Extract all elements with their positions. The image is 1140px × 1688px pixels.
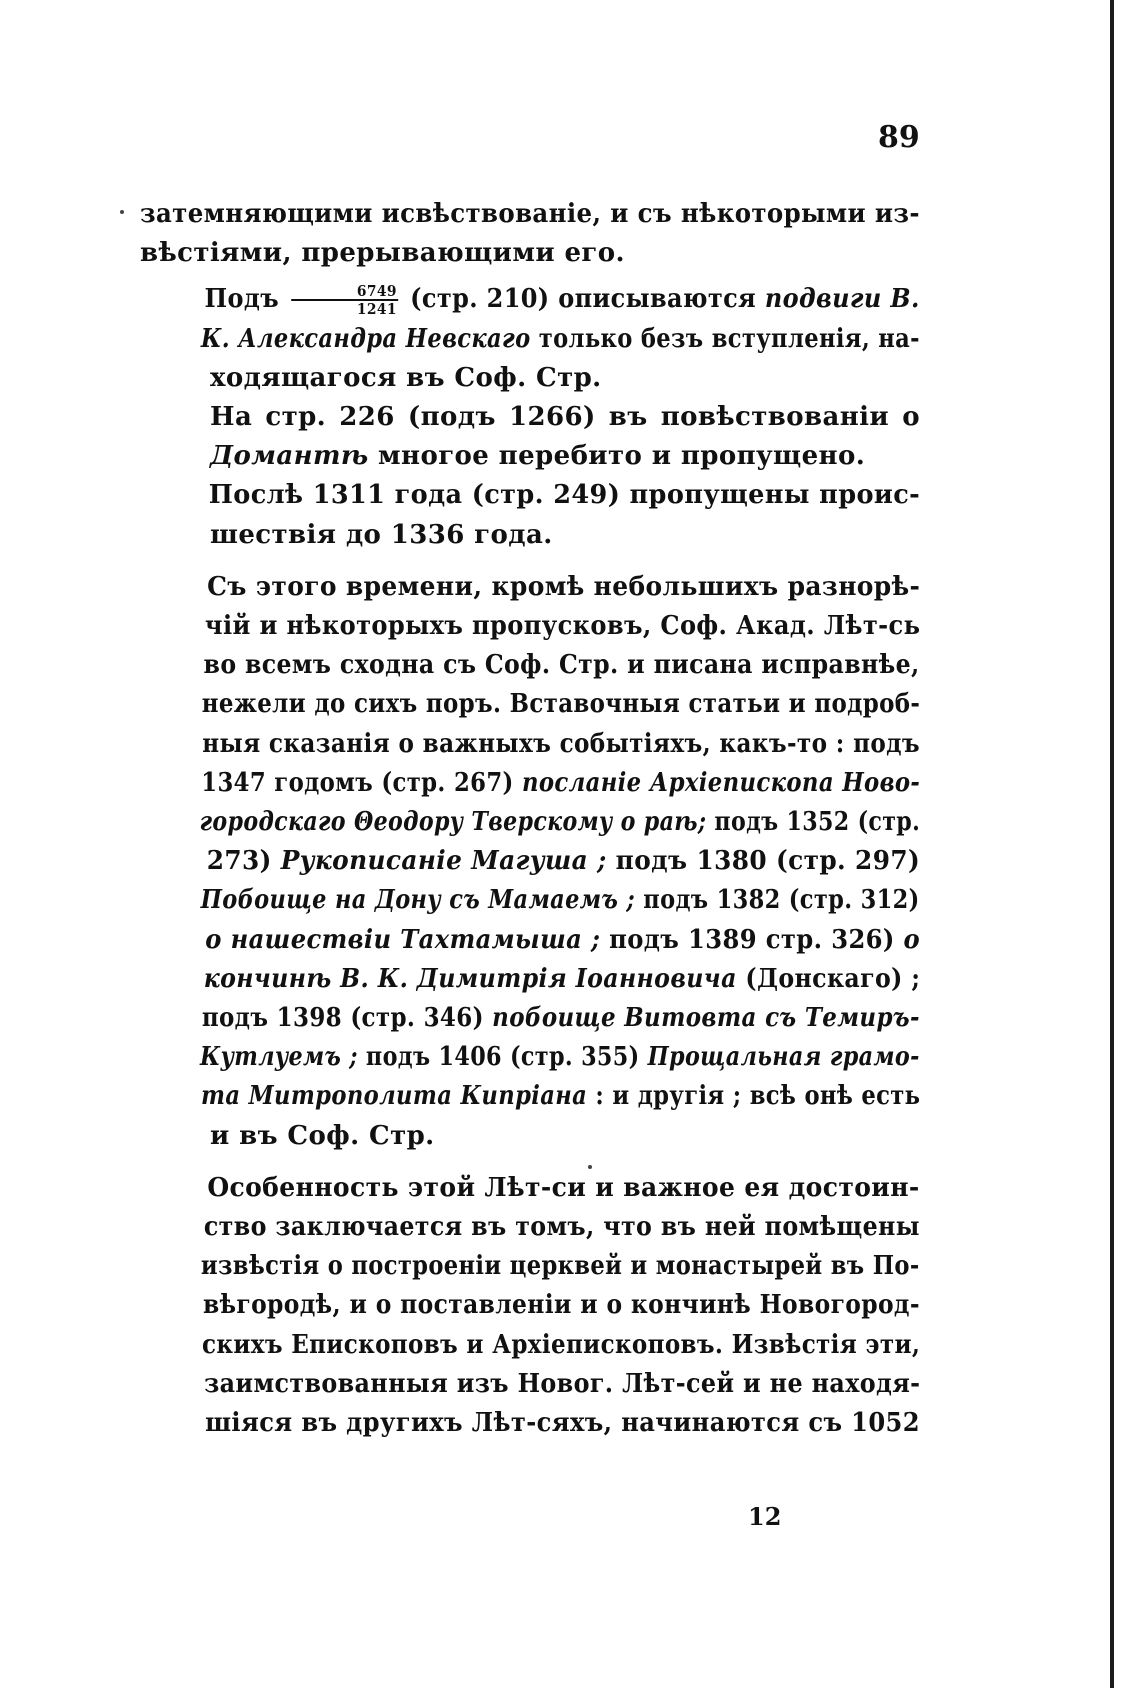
text-line: шіяся въ другихъ Лѣт-сяхъ, начинаются съ 1052 [205, 1408, 920, 1439]
text-line: ство заключается въ томъ, что въ ней помѣщены [203, 1212, 920, 1243]
text-line: извѣстія о построеніи церквей и монастырей въ По- [200, 1251, 920, 1282]
text-line: вѣстіями, прерывающими его. [140, 238, 625, 269]
text-line: Съ этого времени, кромѣ небольшихъ разнорѣ- [207, 571, 921, 602]
text-line: шествія до 1336 года. [210, 519, 553, 550]
text-line: вѣгородѣ, и о поставленіи и о кончинѣ Новогород- [202, 1290, 920, 1321]
year-fraction: $\frac{6749}{1241}$ [291, 283, 397, 317]
text-line: Подъ $\frac{6749}{1241}$ (стр. 210) описываются подвиги В. [204, 282, 920, 319]
text-line: К. Александра Невскаго только безъ вступленія, на- [200, 323, 920, 354]
scan-speck [120, 210, 124, 214]
text-line: городскаго Θеодору Тверскому о раѣ; подъ 1352 (стр. [199, 807, 921, 838]
text-line: кончинѣ В. К. Димитрія Іоанновича (Донскаго) ; [203, 963, 921, 994]
page-edge-border [1110, 0, 1114, 1688]
paragraph-continuation [140, 195, 920, 273]
body-text [140, 195, 920, 1443]
text-line: затемняющими исвѣствованіе, и съ нѣкоторыми из- [140, 199, 920, 229]
text-line: скихъ Епископовъ и Архіепископовъ. Извѣстія эти, [201, 1329, 921, 1360]
text-line: чій и нѣкоторыхъ пропусковъ, Соф. Акад. Лѣт-сь [204, 611, 921, 642]
text-line: На стр. 226 (подъ 1266) въ повѣствованіи о [210, 402, 920, 433]
text-line: 1347 годомъ (стр. 267) посланіе Архіепископа Ново- [201, 767, 921, 798]
text-line: подъ 1398 (стр. 346) побоище Витовта съ Темиръ- [201, 1003, 920, 1034]
text-line: Особенность этой Лѣт-си и важное ея достоин- [207, 1172, 920, 1203]
text-line: заимствованныя изъ Новог. Лѣт-сей и не находя- [204, 1368, 921, 1399]
paragraph-after-1311 [140, 476, 920, 554]
text-line: о нашествіи Тахтамыша ; подъ 1389 стр. 326) о [205, 924, 921, 955]
text-line: нежели до сихъ поръ. Вставочныя статьи и подроб- [201, 689, 921, 720]
page-number: 89 [878, 120, 920, 155]
text-line: та Митрополита Кипріана : и другія ; всѣ онѣ есть [201, 1081, 921, 1112]
text-line: и въ Соф. Стр. [210, 1120, 435, 1151]
text-line: Послѣ 1311 года (стр. 249) пропущены проис- [208, 480, 921, 511]
text-line: во всемъ сходна съ Соф. Стр. и писана исправнѣе, [203, 650, 920, 681]
text-line: ходящагося въ Соф. Стр. [210, 362, 602, 393]
text-line: Побоище на Дону съ Мамаемъ ; подъ 1382 (стр. 312) [200, 885, 920, 916]
paragraph-peculiarity [140, 1169, 920, 1443]
text-line: Кутлуемъ ; подъ 1406 (стр. 355) Прощальная грамо- [200, 1042, 920, 1073]
paragraph-from-this-time [140, 568, 920, 1156]
printer-signature-mark: 12 [748, 1502, 782, 1531]
paragraph-1241 [140, 280, 920, 398]
text-line: 273) Рукописаніе Магуша ; подъ 1380 (стр. 297) [206, 846, 921, 877]
paragraph-page-226 [140, 398, 920, 476]
text-line: Домантѣ многое перебито и пропущено. [210, 441, 866, 472]
text-line: ныя сказанія о важныхъ событіяхъ, какъ-то : подъ [202, 728, 921, 759]
